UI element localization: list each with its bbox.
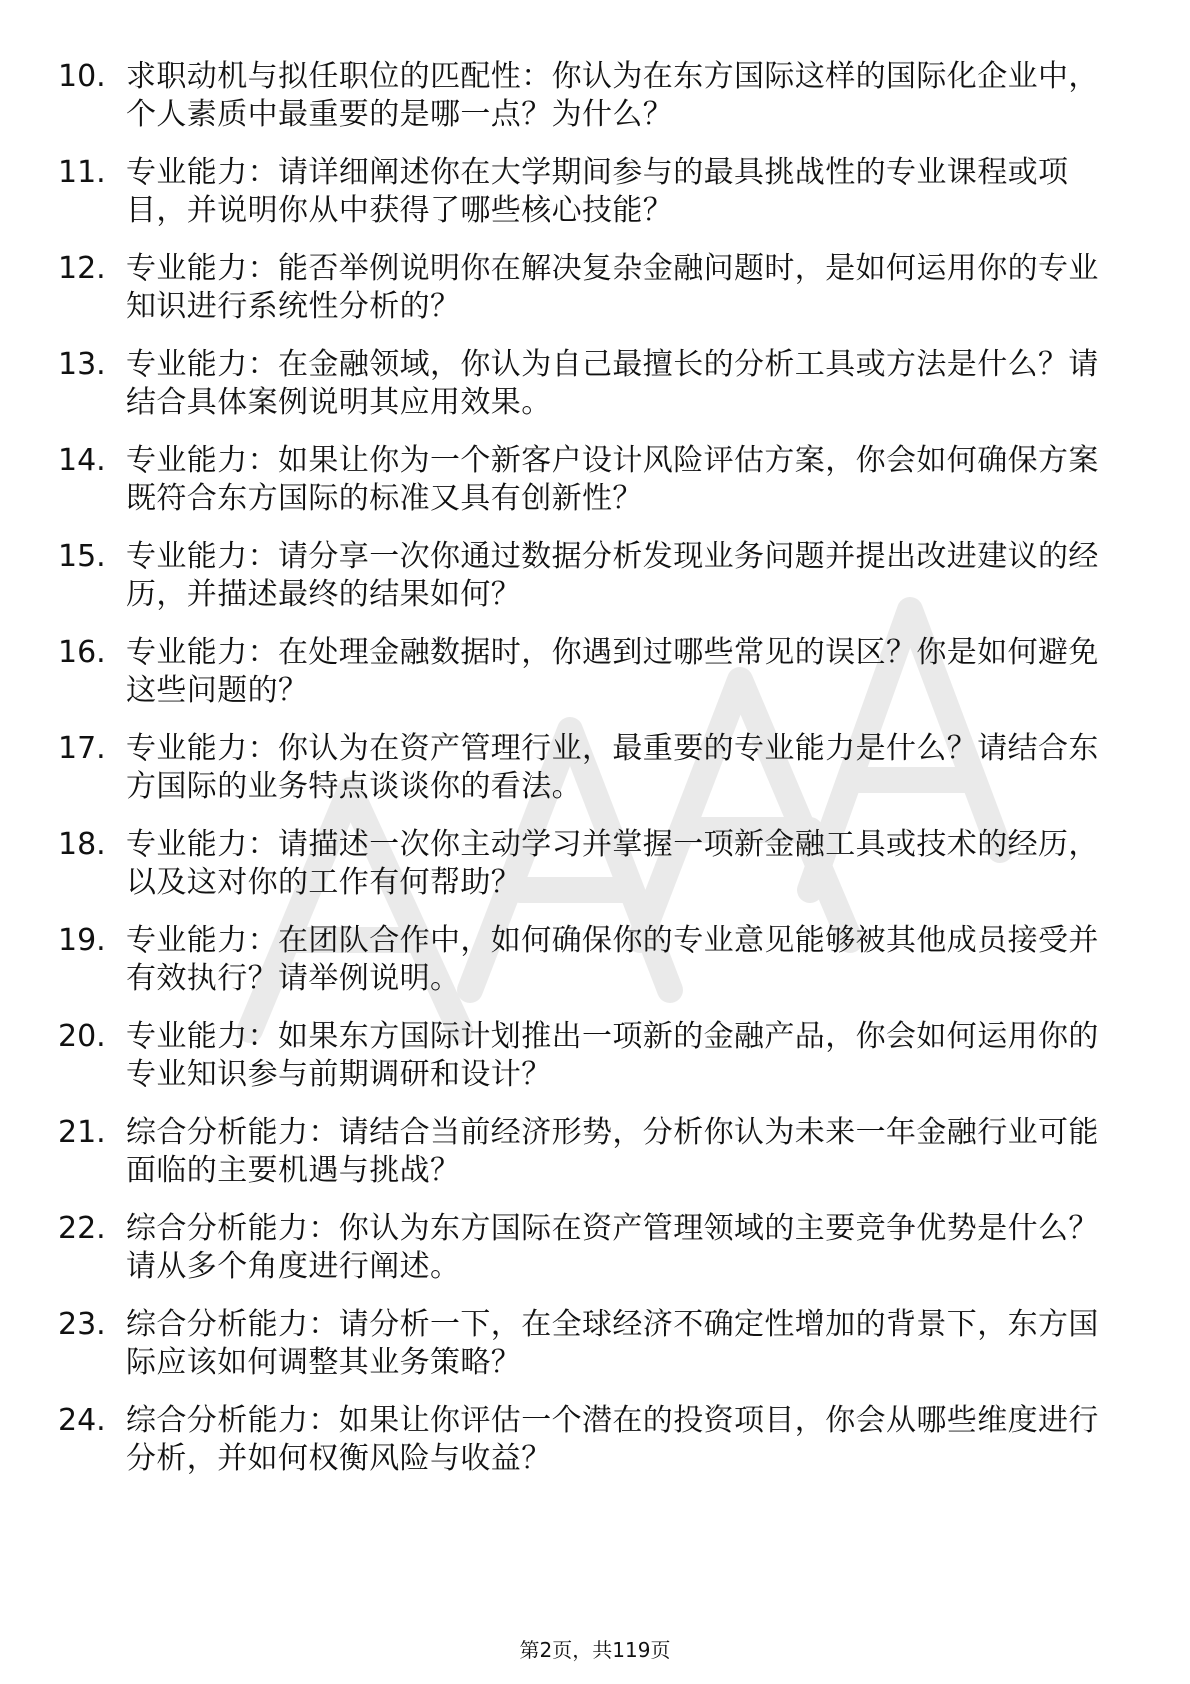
question-number: 21. — [58, 1115, 106, 1150]
question-text: 综合分析能力：请结合当前经济形势，分析你认为未来一年金融行业可能面临的主要机遇与挑战？ — [126, 1115, 1099, 1188]
question-item — [58, 1210, 1138, 1306]
question-text: 专业能力：如果东方国际计划推出一项新的金融产品，你会如何运用你的专业知识参与前期调研和设计？ — [126, 1019, 1099, 1092]
page-footer — [0, 1638, 1190, 1662]
question-number: 16. — [58, 635, 106, 670]
question-text: 专业能力：能否举例说明你在解决复杂金融问题时，是如何运用你的专业知识进行系统性分析的？ — [126, 251, 1099, 324]
question-item — [58, 58, 1138, 154]
question-number: 13. — [58, 347, 106, 382]
question-item — [58, 154, 1138, 250]
question-text: 专业能力：请详细阐述你在大学期间参与的最具挑战性的专业课程或项目，并说明你从中获得了哪些核心技能？ — [126, 155, 1069, 228]
question-text: 综合分析能力：请分析一下，在全球经济不确定性增加的背景下，东方国际应该如何调整其业务策略？ — [126, 1307, 1099, 1380]
question-item — [58, 1018, 1138, 1114]
question-list — [58, 58, 1138, 1498]
question-item — [58, 730, 1138, 826]
question-item — [58, 826, 1138, 922]
question-number: 11. — [58, 155, 106, 190]
question-item — [58, 1402, 1138, 1498]
question-text: 专业能力：在金融领域，你认为自己最擅长的分析工具或方法是什么？请结合具体案例说明其应用效果。 — [126, 347, 1099, 420]
question-number: 18. — [58, 827, 106, 862]
question-text: 综合分析能力：你认为东方国际在资产管理领域的主要竞争优势是什么？请从多个角度进行阐述。 — [126, 1211, 1099, 1284]
question-item — [58, 1114, 1138, 1210]
question-number: 10. — [58, 59, 106, 94]
question-item — [58, 346, 1138, 442]
question-text: 专业能力：在处理金融数据时，你遇到过哪些常见的误区？你是如何避免这些问题的？ — [126, 635, 1099, 708]
question-text: 综合分析能力：如果让你评估一个潜在的投资项目，你会从哪些维度进行分析，并如何权衡风险与收益？ — [126, 1403, 1099, 1476]
question-item — [58, 250, 1138, 346]
question-text: 专业能力：如果让你为一个新客户设计风险评估方案，你会如何确保方案既符合东方国际的标准又具有创新性？ — [126, 443, 1099, 516]
question-text: 专业能力：在团队合作中，如何确保你的专业意见能够被其他成员接受并有效执行？请举例说明。 — [126, 923, 1099, 996]
question-number: 12. — [58, 251, 106, 286]
question-number: 24. — [58, 1403, 106, 1438]
question-number: 14. — [58, 443, 106, 478]
question-text: 专业能力：请描述一次你主动学习并掌握一项新金融工具或技术的经历，以及这对你的工作有何帮助？ — [126, 827, 1099, 900]
question-number: 15. — [58, 539, 106, 574]
question-item — [58, 1306, 1138, 1402]
question-text: 求职动机与拟任职位的匹配性：你认为在东方国际这样的国际化企业中，个人素质中最重要的是哪一点？为什么？ — [126, 59, 1099, 132]
question-number: 19. — [58, 923, 106, 958]
question-item — [58, 634, 1138, 730]
question-item — [58, 922, 1138, 1018]
question-number: 17. — [58, 731, 106, 766]
question-item — [58, 442, 1138, 538]
question-number: 22. — [58, 1211, 106, 1246]
question-number: 23. — [58, 1307, 106, 1342]
question-item — [58, 538, 1138, 634]
question-text: 专业能力：请分享一次你通过数据分析发现业务问题并提出改进建议的经历，并描述最终的结果如何？ — [126, 539, 1099, 612]
question-number: 20. — [58, 1019, 106, 1054]
page-number-label: 第2页，共119页 — [519, 1638, 671, 1662]
question-text: 专业能力：你认为在资产管理行业，最重要的专业能力是什么？请结合东方国际的业务特点谈谈你的看法。 — [126, 731, 1099, 804]
